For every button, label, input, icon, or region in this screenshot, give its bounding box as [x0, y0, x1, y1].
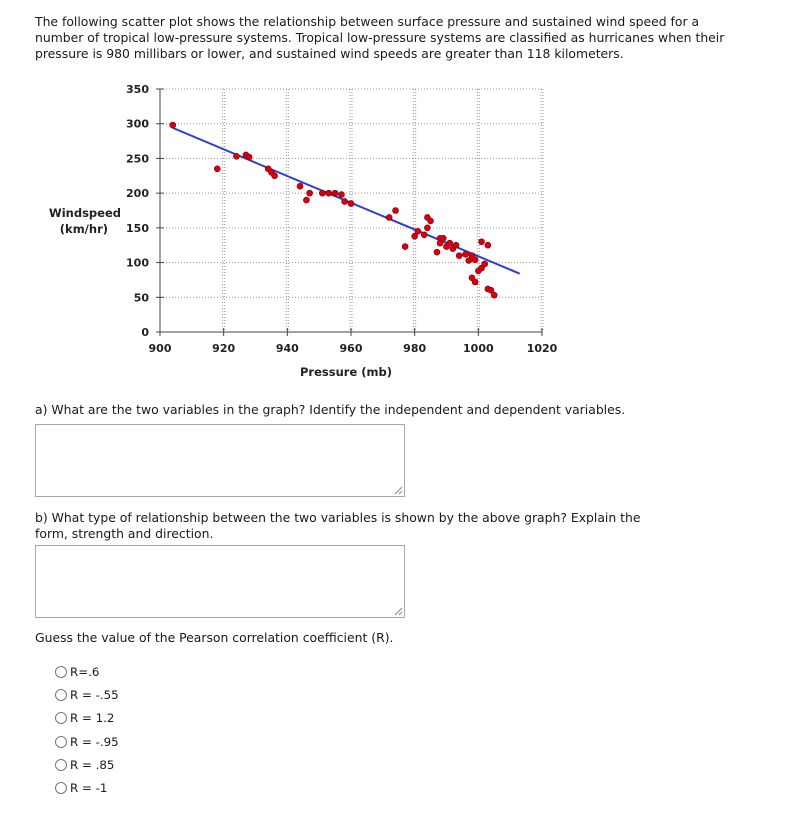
x-tick-label: 1000	[463, 342, 494, 355]
scatter-chart	[0, 70, 791, 390]
resize-grip-icon[interactable]	[394, 486, 403, 495]
data-point	[342, 198, 348, 204]
option-label: R = -.95	[70, 734, 119, 749]
radio-button[interactable]	[55, 712, 67, 724]
y-tick-label: 350	[126, 83, 149, 96]
data-point	[424, 225, 430, 231]
data-point	[170, 122, 176, 128]
x-tick-label: 960	[339, 342, 363, 355]
option-label: R = -1	[70, 781, 108, 796]
option-label: R=.6	[70, 664, 100, 679]
y-tick-label: 0	[141, 326, 149, 339]
answer-b-textarea[interactable]	[35, 545, 405, 618]
answer-options	[55, 660, 119, 800]
data-point	[482, 261, 488, 267]
option-r-0-6[interactable]	[55, 660, 119, 683]
data-point	[326, 190, 332, 196]
radio-button[interactable]	[55, 759, 67, 771]
y-tick-label: 300	[126, 117, 149, 131]
x-tick-label: 1020	[526, 342, 558, 355]
option-r-0-85[interactable]	[55, 753, 119, 776]
data-point	[319, 190, 325, 196]
option-label: R = .85	[70, 757, 115, 772]
question-a: a) What are the two variables in the graph? Identify the independent and dependent variables.	[35, 402, 626, 417]
resize-grip-icon[interactable]	[394, 607, 403, 616]
y-axis-label-line1: Windspeed	[49, 206, 121, 220]
option-label: R = 1.2	[70, 711, 115, 726]
y-tick-label: 200	[126, 187, 149, 201]
data-point	[348, 201, 354, 207]
question-c: Guess the value of the Pearson correlation coefficient (R).	[35, 630, 394, 645]
data-point	[453, 242, 459, 248]
chart-points	[170, 122, 498, 298]
answer-a-textarea[interactable]	[35, 424, 405, 497]
problem-intro: The following scatter plot shows the relationship between surface pressure and sustained wind speed for a number of tropical low-pressure systems. Tropical low-pressure systems are classified as hurricanes when their pressure is 980 millibars or lower, and sustained wind speeds are greater than 118 kilometers.	[35, 14, 725, 61]
option-r-neg-1[interactable]	[55, 776, 119, 799]
data-point	[393, 208, 399, 214]
data-point	[214, 166, 220, 172]
data-point	[463, 251, 469, 257]
option-r-neg-0-95[interactable]	[55, 730, 119, 753]
x-tick-label: 920	[212, 342, 236, 355]
option-r-1-2[interactable]	[55, 707, 119, 730]
data-point	[307, 190, 313, 196]
data-point	[440, 235, 446, 241]
data-point	[421, 232, 427, 238]
option-r-neg-0-55[interactable]	[55, 683, 119, 706]
data-point	[491, 292, 497, 298]
data-point	[303, 197, 309, 203]
data-point	[297, 183, 303, 189]
x-tick-label: 940	[275, 342, 299, 355]
data-point	[272, 173, 278, 179]
question-b: b) What type of relationship between the two variables is shown by the above graph? Explain the form, strength and direction.	[35, 510, 641, 541]
radio-button[interactable]	[55, 736, 67, 748]
data-point	[402, 244, 408, 250]
data-point	[332, 190, 338, 196]
radio-button[interactable]	[55, 689, 67, 701]
radio-button[interactable]	[55, 666, 67, 678]
y-tick-label: 100	[126, 256, 149, 270]
data-point	[338, 192, 344, 198]
y-axis-label-line2: (km/hr)	[59, 222, 108, 236]
y-tick-label: 250	[126, 152, 149, 166]
y-tick-label: 150	[126, 221, 149, 235]
option-label: R = -.55	[70, 687, 119, 702]
y-tick-label: 50	[133, 291, 149, 305]
data-point	[386, 214, 392, 220]
data-point	[485, 242, 491, 248]
data-point	[447, 240, 453, 246]
data-point	[479, 239, 485, 245]
x-tick-label: 980	[403, 342, 427, 355]
data-point	[428, 218, 434, 224]
data-point	[472, 279, 478, 285]
radio-button[interactable]	[55, 782, 67, 794]
data-point	[246, 154, 252, 160]
x-axis-label: Pressure (mb)	[300, 365, 392, 379]
chart-grid	[160, 89, 543, 332]
data-point	[434, 249, 440, 255]
data-point	[415, 228, 421, 234]
chart-axes	[156, 89, 542, 336]
data-point	[233, 153, 239, 159]
data-point	[472, 257, 478, 263]
x-tick-label: 900	[148, 342, 172, 355]
data-point	[456, 253, 462, 259]
